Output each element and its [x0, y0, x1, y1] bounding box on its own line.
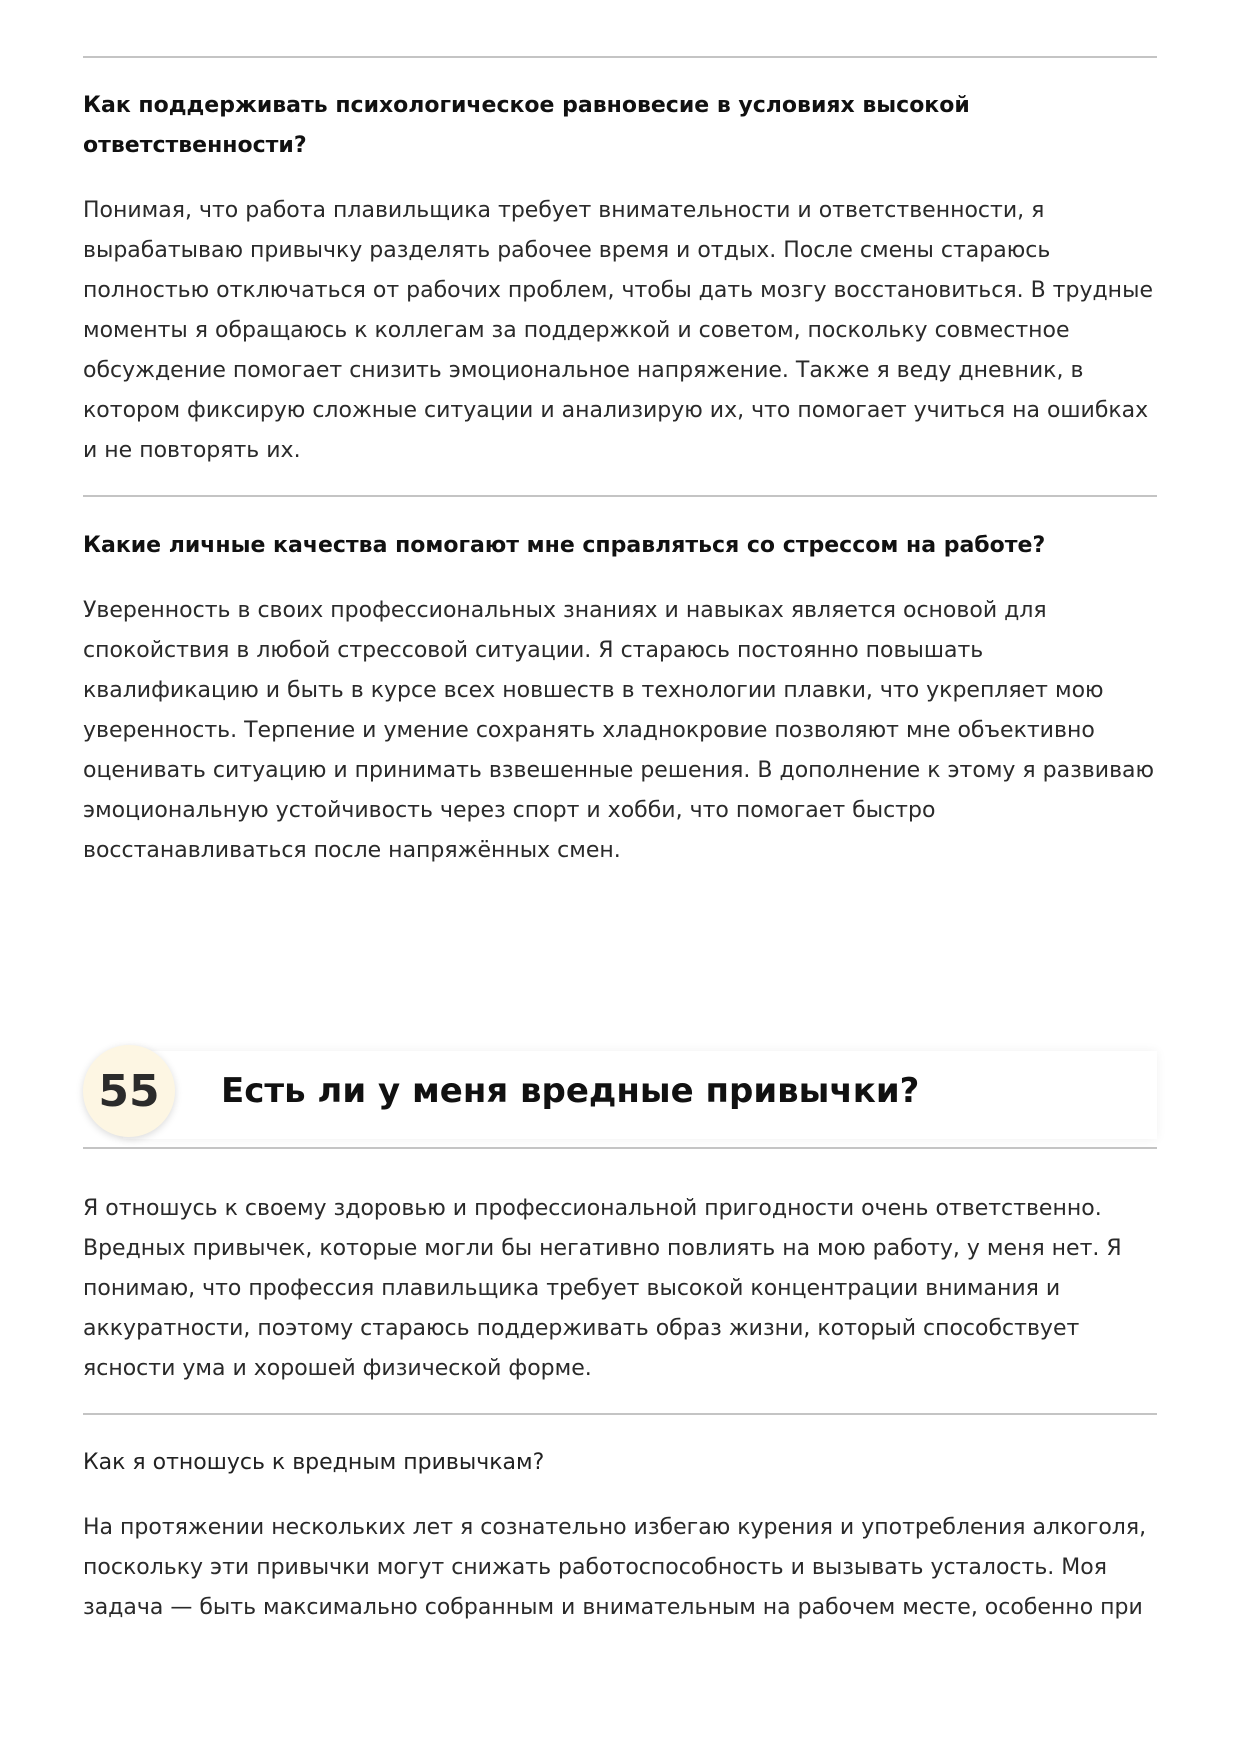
section-header	[83, 1045, 1157, 1145]
answer-paragraph: На протяжении нескольких лет я сознательно избегаю курения и употребления алкоголя, поскольку эти привычки могут снижать работоспособность и вызывать усталость. Моя задача — быть максимально собранным и внимательным на рабочем месте, особенно при	[83, 1515, 1147, 1620]
divider	[83, 1147, 1157, 1149]
divider	[83, 56, 1157, 58]
divider	[83, 1413, 1157, 1415]
question-heading: Как поддерживать психологическое равновесие в условиях высокой ответственности?	[83, 93, 970, 158]
intro-paragraph: Я отношусь к своему здоровью и профессиональной пригодности очень ответственно. Вредных привычек, которые могли бы негативно повлиять на мою работу, у меня нет. Я понимаю, что профессия плавильщика требует высокой концентрации внимания и аккуратности, поэтому стараюсь поддерживать образ жизни, который способствует ясности ума и хорошей физической форме.	[83, 1196, 1122, 1381]
question-heading: Как я отношусь к вредным привычкам?	[83, 1450, 545, 1475]
section-title: Есть ли у меня вредные привычки?	[221, 1071, 920, 1111]
divider	[83, 495, 1157, 497]
section-number-badge: 55	[83, 1045, 175, 1137]
answer-paragraph: Уверенность в своих профессиональных знаниях и навыках является основой для спокойствия в любой стрессовой ситуации. Я стараюсь постоянно повышать квалификацию и быть в курсе всех новшеств в технологии плавки, что укрепляет мою уверенность. Терпение и умение сохранять хладнокровие позволяют мне объективно оценивать ситуацию и принимать взвешенные решения. В дополнение к этому я развиваю эмоциональную устойчивость через спорт и хобби, что помогает быстро восстанавливаться после напряжённых смен.	[83, 598, 1155, 863]
question-heading: Какие личные качества помогают мне справляться со стрессом на работе?	[83, 533, 1046, 558]
answer-paragraph: Понимая, что работа плавильщика требует внимательности и ответственности, я вырабатываю привычку разделять рабочее время и отдых. После смены стараюсь полностью отключаться от рабочих проблем, чтобы дать мозгу восстановиться. В трудные моменты я обращаюсь к коллегам за поддержкой и советом, поскольку совместное обсуждение помогает снизить эмоциональное напряжение. Также я веду дневник, в котором фиксирую сложные ситуации и анализирую их, что помогает учиться на ошибках и не повторять их.	[83, 198, 1153, 463]
